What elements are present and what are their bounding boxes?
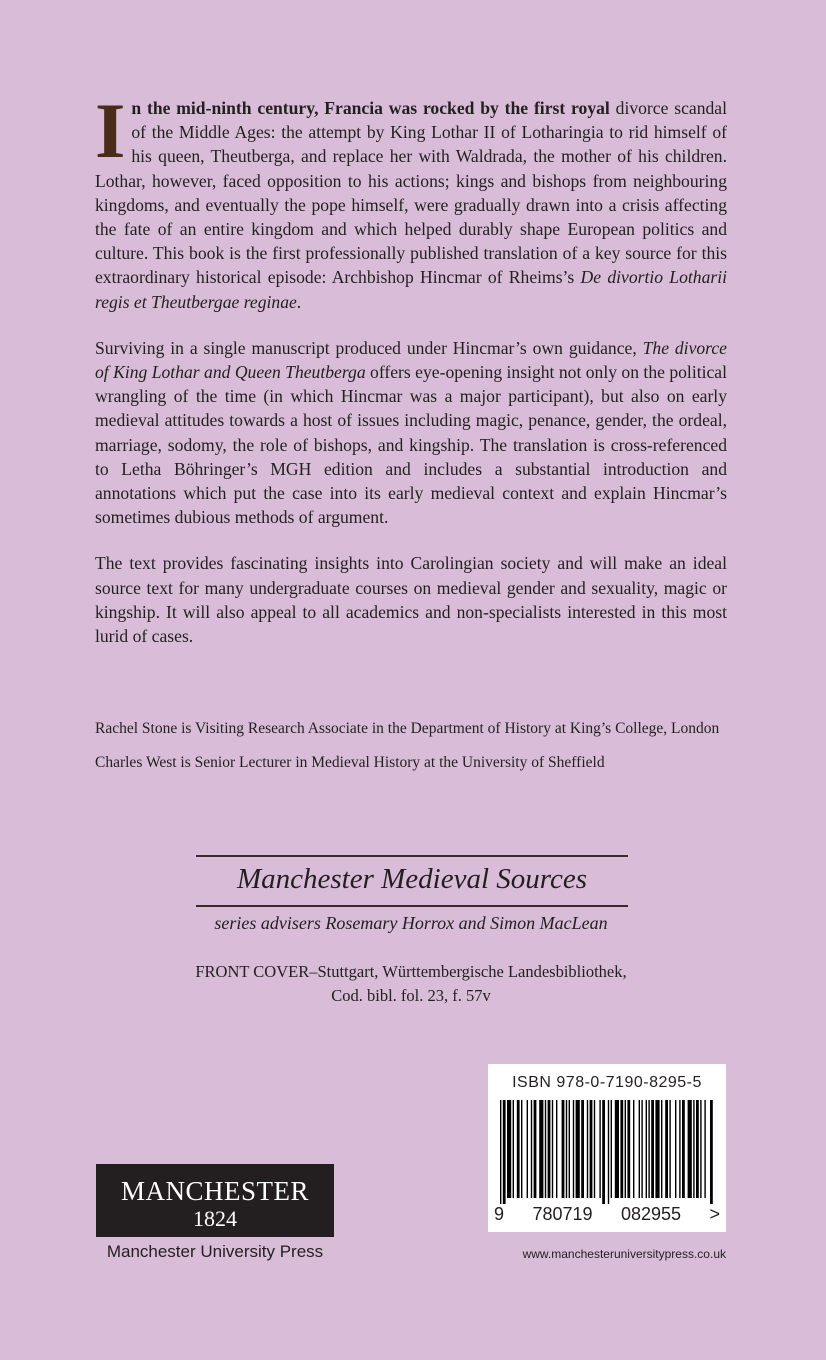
barcode-bar [675,1100,676,1198]
blurb-lead: n the mid-ninth century, Francia was rocked by the first royal [131,98,610,118]
barcode-bar [651,1100,654,1198]
blurb-paragraph-1 [95,87,727,314]
barcode-arrow: > [709,1204,720,1224]
author-bios [95,718,727,786]
barcode-bar [639,1100,640,1198]
barcode-bar [696,1100,699,1198]
barcode-bar [661,1100,662,1198]
barcode-bar [573,1100,574,1198]
barcode-bar [594,1100,595,1198]
barcode-bar [682,1100,685,1198]
barcode-bar [615,1100,619,1198]
barcode-bar [527,1100,528,1198]
barcode-bar [534,1100,537,1198]
barcode-panel [488,1064,726,1232]
barcode-digits-right: 082955 [620,1204,682,1224]
barcode-bar [569,1100,570,1198]
barcode-bar [633,1100,634,1198]
drop-cap: I [95,87,126,174]
author-bio-stone: Rachel Stone is Visiting Research Associate in the Department of History at King’s College, London [95,720,720,737]
isbn-label: ISBN 978-0-7190-8295-5 [512,1074,702,1091]
blurb-p2-start: Surviving in a single manuscript produced under Hincmar’s own guidance, [95,337,643,358]
barcode-bar [521,1100,522,1198]
blurb-paragraph-3: The text provides fascinating insights into Carolingian society and will make an ideal source text for many undergraduate courses on medieval gender and sexuality, magic or kingship. It will also appeal to all academics and non-specialists interested in this most lurid of cases. [95,553,727,647]
barcode-bar [587,1100,588,1198]
barcode-bar [517,1100,520,1198]
barcode-bar [627,1100,630,1198]
author-bio-west: Charles West is Senior Lecturer in Medieval History at the University of Sheffield [95,754,605,771]
barcode-digit-first: 9 [494,1204,505,1224]
barcode-bar [599,1100,600,1198]
barcode-bar [503,1100,506,1204]
barcode-bar [710,1100,713,1204]
barcode-digits [494,1204,720,1225]
blurb-p2-title: The divorce of King Lothar and Queen Theutberga [95,337,727,383]
barcode-bar [620,1100,623,1198]
barcode-bar [688,1100,692,1198]
barcode-bar [507,1100,511,1198]
cover-credit [95,960,727,1008]
barcode-bar [611,1100,612,1198]
barcode-bar [602,1100,605,1204]
barcode-bar [625,1100,626,1198]
blurb-p1-text: divorce scandal of the Middle Ages: the attempt by King Lothar II of Lotharingia to rid himself of his queen, Theutberga, and replace her with Waldrada, the mother of his children. Lothar, however, faced opposition to his actions; kings and bishops from neighbouring kingdoms, and eventually the pope himself, were gradually drawn into a crisis affecting the fate of an entire kingdom and which helped durably shape European politics and culture. This book is the first professionally published translation of a key source for this extraordinary historical episode: Archbishop Hincmar of Rheims’s [95,98,727,288]
series-title: Manchester Medieval Sources [236,863,588,895]
barcode-bar [581,1100,584,1198]
barcode-bar [562,1100,565,1198]
barcode-bar [590,1100,593,1198]
barcode-bar [648,1100,649,1198]
publisher-url: www.manchesteruniversitypress.co.uk [522,1247,726,1261]
barcode-bar [693,1100,694,1198]
barcode-bar [500,1100,501,1204]
blurb [95,87,727,670]
barcode-digits-left: 780719 [532,1204,593,1224]
blurb-p1-end: . [296,291,302,312]
blurb-p1-title: De divortio Lotharii regis et Theutbergae reginae [95,267,727,312]
barcode-bar [539,1100,543,1198]
barcode-bar [556,1100,557,1198]
barcode-bar [704,1100,705,1198]
barcode-bar [669,1100,670,1198]
barcode-bar [655,1100,659,1198]
barcode-bar [513,1100,514,1198]
blurb-paragraph-2 [95,336,727,530]
logo-year: 1824 [193,1206,237,1231]
publisher-logo [96,1164,334,1237]
barcode-graphic [498,1100,716,1204]
barcode-bar [646,1100,647,1198]
cover-credit-line-2: Cod. bibl. fol. 23, f. 57v [331,986,491,1005]
series-banner [196,855,628,907]
press-name: Manchester University Press [106,1242,324,1261]
barcode-bar [548,1100,551,1198]
barcode-bar [641,1100,642,1198]
blurb-p2-text: offers eye-opening insight not only on the political wrangling of the time (in which Hincmar was a major participant), but also on early medieval attitudes towards a host of issues including magic, penance, gender, the ordeal, marriage, sodomy, the role of bishops, and kingship. The translation is cross-referenced to Letha Böhringer’s MGH edition and includes a substantial introduction and annotations which put the case into its early medieval context and explain Hincmar’s sometimes dubious methods of argument. [95,362,727,528]
barcode-bar [531,1100,532,1198]
barcode-bar [608,1100,609,1204]
barcode-bar [566,1100,567,1198]
series-advisers: series advisers Rosemary Horrox and Simon MacLean [214,913,608,933]
barcode-bar [545,1100,546,1198]
barcode-bar [700,1100,701,1198]
barcode-bar [576,1100,580,1198]
barcode-bar [552,1100,553,1198]
logo-name: MANCHESTER [120,1176,309,1206]
barcode-bar [665,1100,668,1198]
barcode-bar [679,1100,680,1198]
cover-credit-line-1: FRONT COVER–Stuttgart, Württembergische Landesbibliothek, [195,962,627,981]
